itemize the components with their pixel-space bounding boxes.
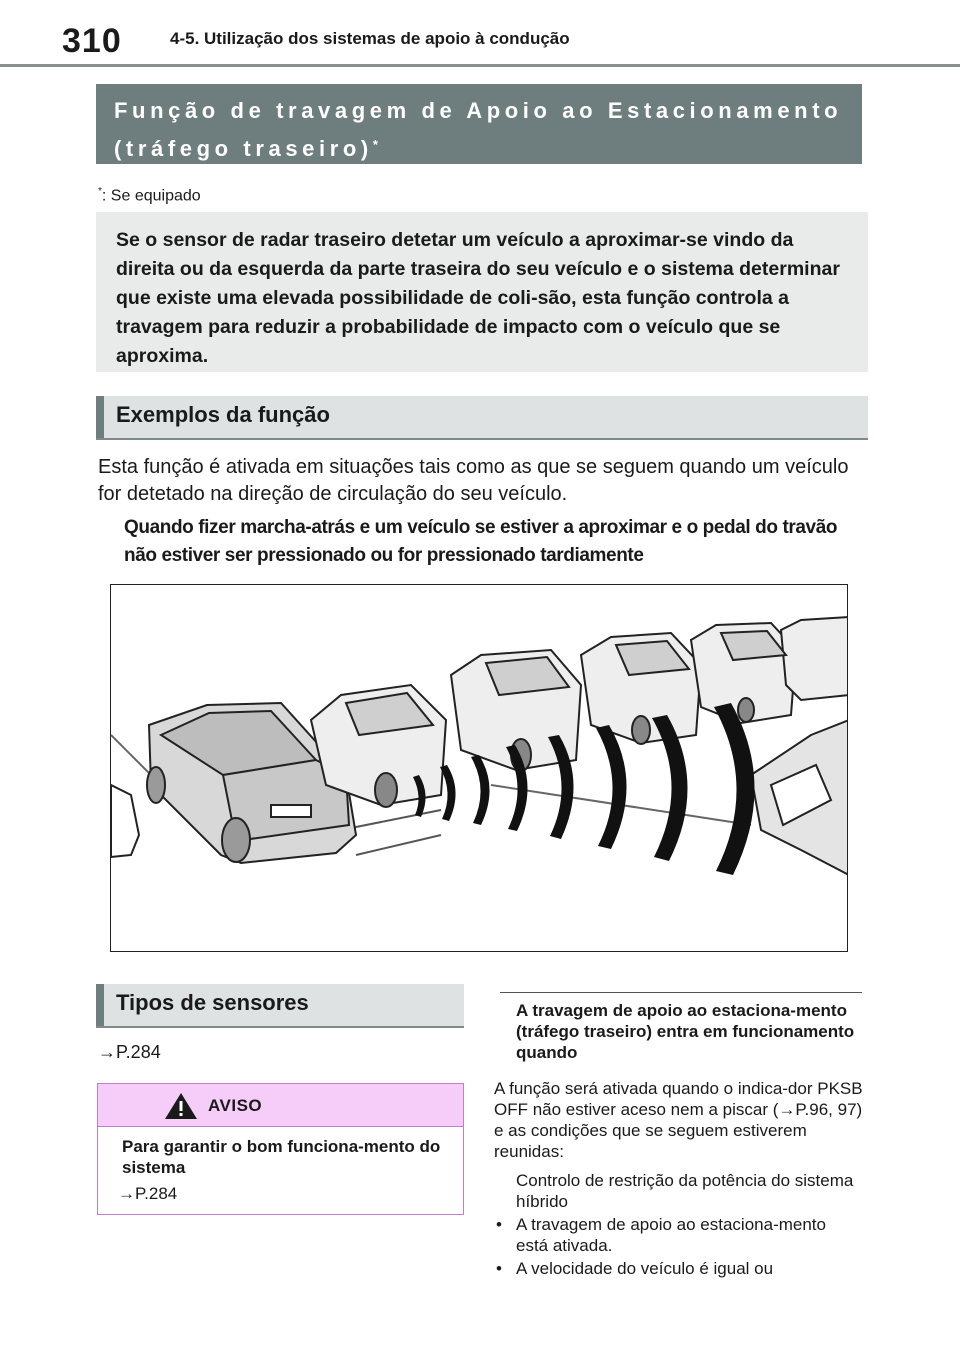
chapter-title: 4-5. Utilização dos sistemas de apoio à condução <box>170 29 570 48</box>
examples-body: Esta função é ativada em situações tais como as que se seguem quando um veículo for detetado na direção de circulação do seu veículo. <box>98 456 849 505</box>
section-title-mark: * <box>372 137 378 152</box>
section-title-banner <box>96 84 862 164</box>
warning-page-reference[interactable]: →P.284 <box>118 1184 178 1203</box>
activation-subheading: A travagem de apoio ao estaciona-mento (tráfego traseiro) entra em funcionamento quando <box>516 1001 855 1062</box>
bullet-text: A velocidade do veículo é igual ou <box>516 1259 774 1278</box>
warning-subtitle: Para garantir o bom funciona-mento do sistema <box>122 1137 441 1177</box>
bullet-text: A travagem de apoio ao estaciona-mento está ativada. <box>516 1215 826 1255</box>
sensors-heading-bar <box>96 984 464 1028</box>
warning-header <box>98 1084 463 1127</box>
page-number: 310 <box>62 22 122 60</box>
sensors-heading: Tipos de sensores <box>116 990 309 1015</box>
warning-title: AVISO <box>208 1096 263 1115</box>
footnote-text: : Se equipado <box>101 187 201 205</box>
examples-subheading: Quando fizer marcha-atrás e um veículo se estiver a aproximar e o pedal do travão não estiver ser pressionado ou for pressionado tardiamente <box>124 517 838 566</box>
warning-triangle-icon <box>164 1092 198 1125</box>
warning-box <box>97 1083 464 1215</box>
examples-heading-bar <box>96 396 868 440</box>
parking-illustration <box>110 584 848 952</box>
section-title <box>114 92 844 168</box>
parking-scene-drawing <box>111 585 848 952</box>
condition-bullet <box>496 1258 861 1280</box>
section-title-line1: Função de travagem de Apoio ao Estacionamento <box>114 98 843 123</box>
header-divider <box>0 64 960 67</box>
condition-bullet <box>496 1214 861 1256</box>
intro-box <box>96 212 868 372</box>
bullet-marker: • <box>496 1259 502 1278</box>
footnote-mark: * <box>98 186 102 197</box>
intro-text: Se o sensor de radar traseiro detetar um veículo a aproximar-se vindo da direita ou da esquerda da parte traseira do seu veículo e o sistema determinar que existe uma elevada possibilidade de coli-são, esta função controla a travagem para reduzir a probabilidade de impacto com o veículo que se aproxima. <box>116 229 840 367</box>
equipment-footnote <box>98 186 201 205</box>
right-column-divider <box>500 992 862 993</box>
bullet-marker: • <box>496 1215 502 1234</box>
activation-paragraph: A função será ativada quando o indica-dor PKSB OFF não estiver aceso nem a piscar (→P.96, 97) e as condições que se seguem estiverem reunidas: <box>494 1079 863 1161</box>
section-title-line2: (tráfego traseiro) <box>114 136 373 161</box>
examples-heading: Exemplos da função <box>116 402 330 427</box>
sensors-page-reference[interactable]: →P.284 <box>98 1042 161 1062</box>
activation-condition: Controlo de restrição da potência do sistema híbrido <box>516 1171 854 1211</box>
